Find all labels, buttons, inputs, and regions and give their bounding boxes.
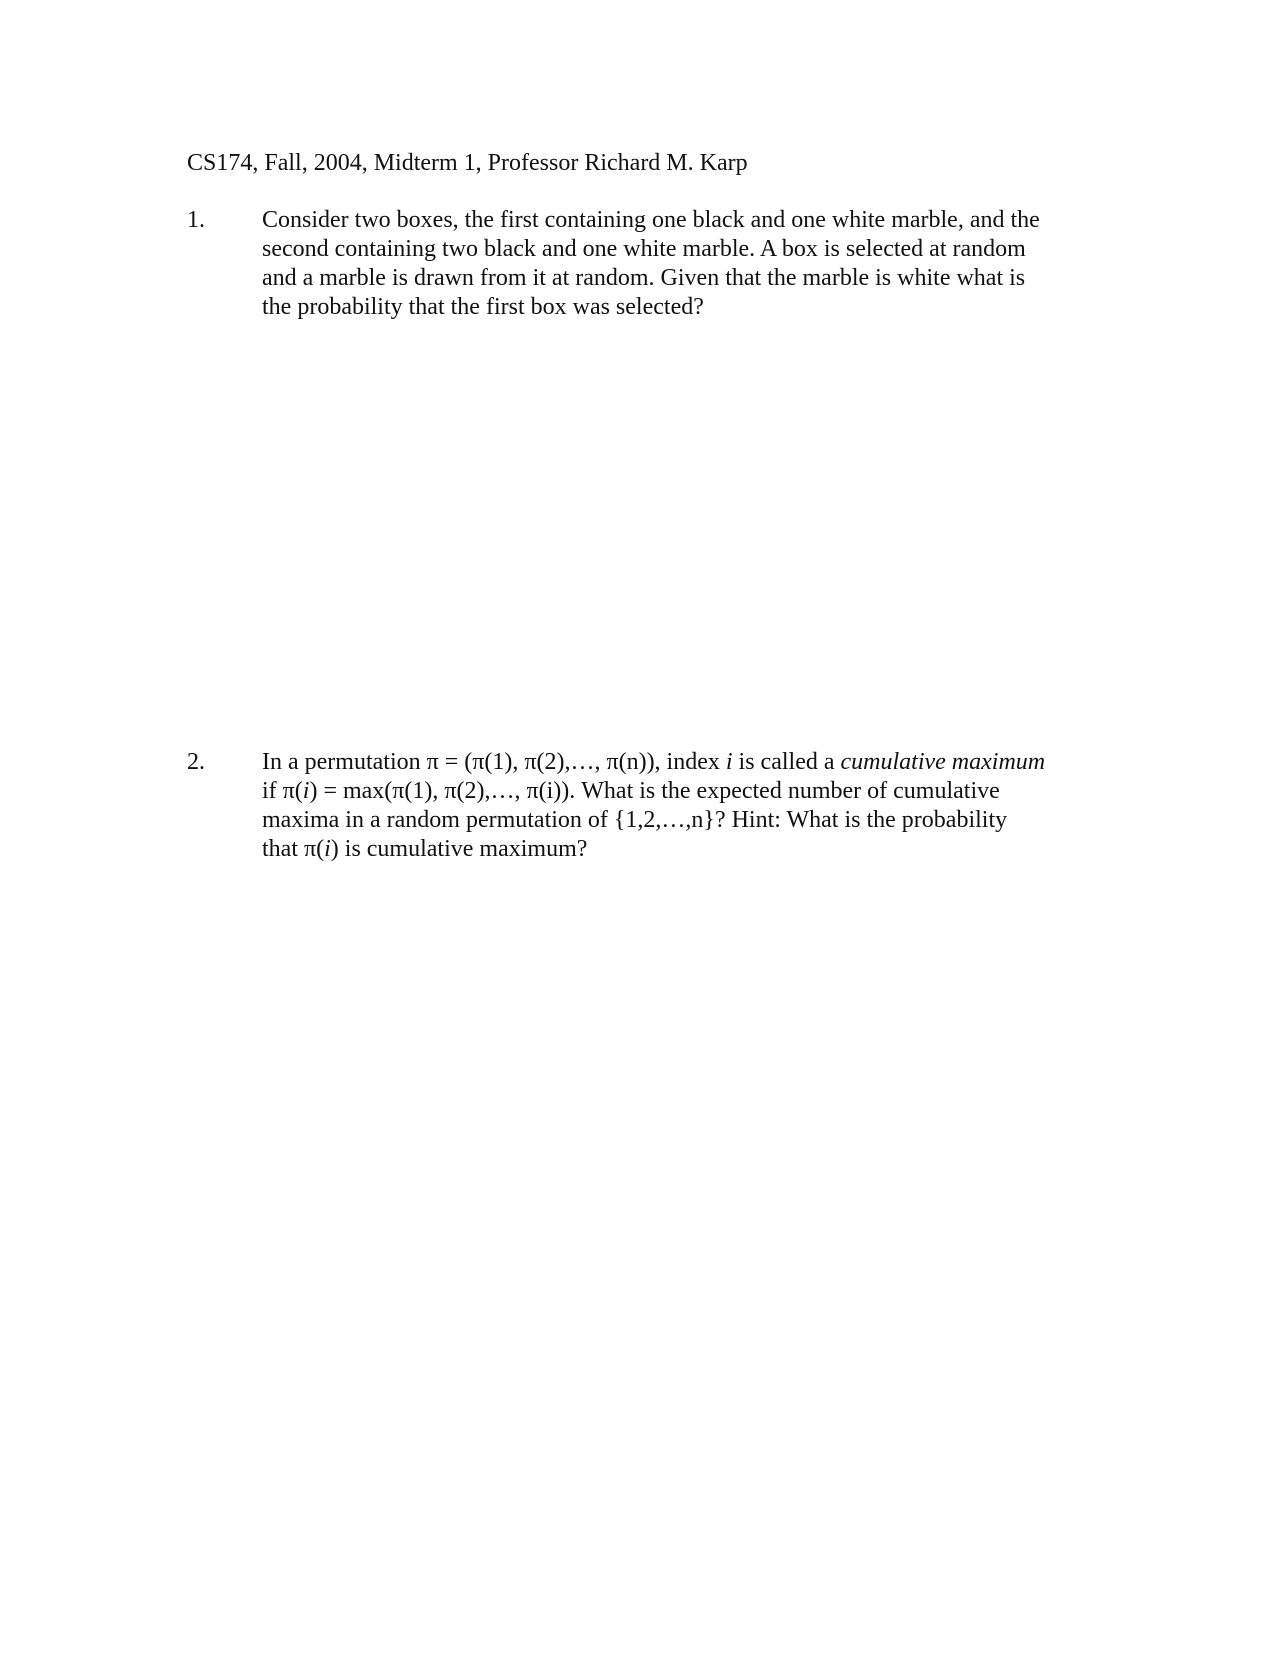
problem-number: 2. — [187, 749, 205, 775]
problem-number: 1. — [187, 207, 205, 233]
index-variable: i — [725, 749, 733, 775]
index-variable: i — [324, 836, 331, 862]
index-variable: i — [302, 778, 310, 804]
exam-header: CS174, Fall, 2004, Midterm 1, Professor Richard M. Karp — [187, 150, 748, 176]
problem-text — [262, 748, 1082, 864]
defined-term: cumulative maximum — [840, 749, 1046, 775]
text-segment: ) is cumulative maximum? — [330, 836, 588, 862]
problem-line — [262, 835, 1082, 864]
text-segment: is called a — [732, 749, 841, 775]
problem-line — [262, 777, 1082, 806]
text-segment: if π( — [262, 778, 303, 804]
text-segment: that π( — [262, 836, 325, 862]
problem-line: and a marble is drawn from it at random. Given that the marble is white what is — [262, 265, 1026, 291]
problem-line: Consider two boxes, the first containing one black and one white marble, and the — [262, 207, 1040, 233]
text-segment: In a permutation π = (π(1), π(2),…, π(n)), index — [262, 749, 726, 775]
problem-line: second containing two black and one white marble. A box is selected at random — [262, 236, 1026, 262]
text-segment: ) = max(π(1), π(2),…, π(i)). What is the expected number of cumulative — [309, 778, 1000, 804]
problem-line: the probability that the first box was selected? — [262, 294, 704, 320]
problem-line — [262, 748, 1082, 777]
problem-text — [262, 206, 1082, 322]
problem-line: maxima in a random permutation of {1,2,…,n}? Hint: What is the probability — [262, 807, 1008, 833]
